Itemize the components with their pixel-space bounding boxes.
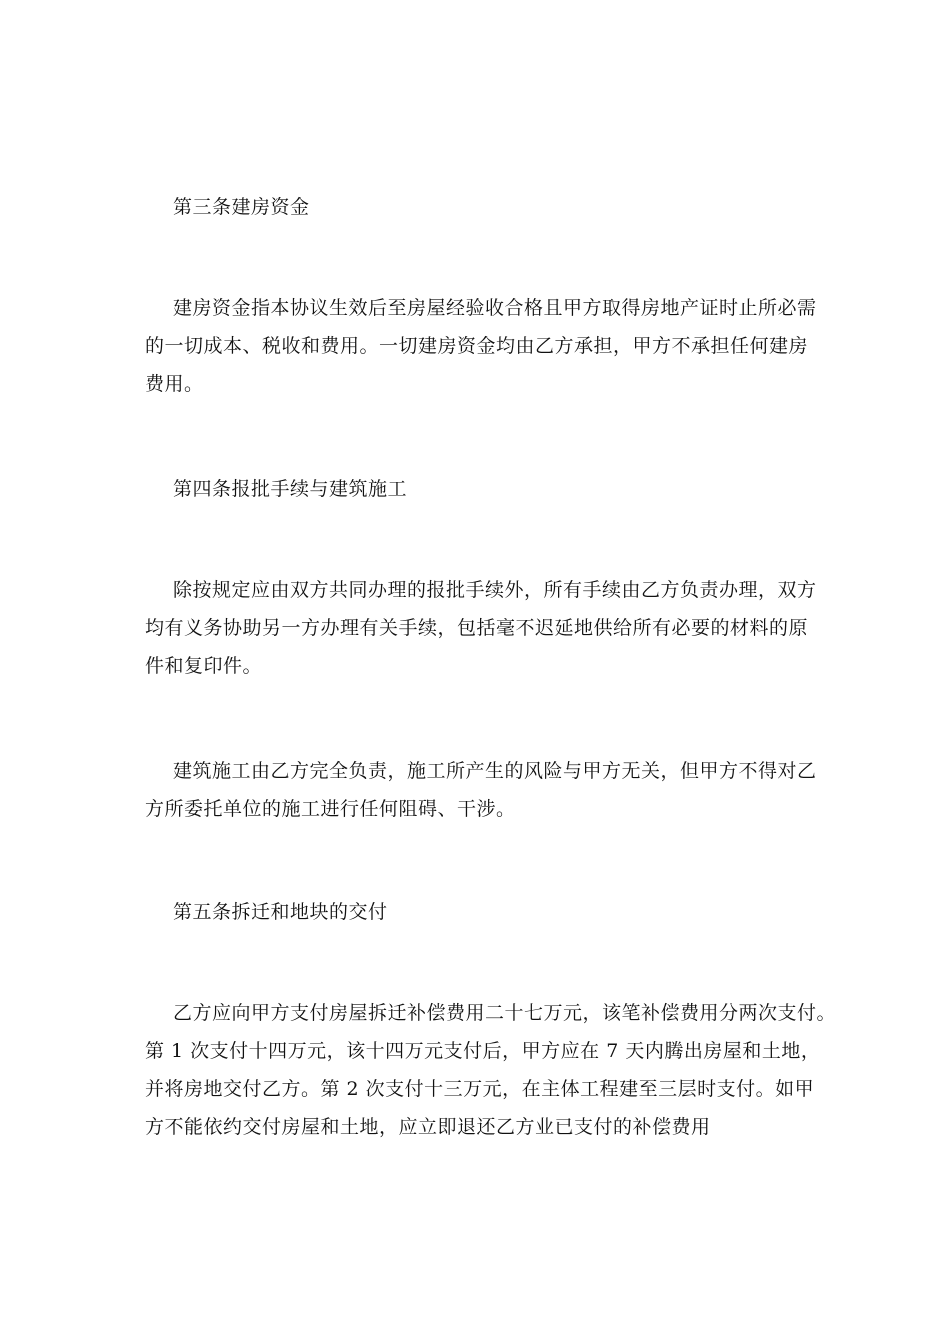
paragraph-line: 的一切成本、税收和费用。一切建房资金均由乙方承担，甲方不承担任何建房 — [145, 335, 809, 357]
paragraph-line: 第 1 次支付十四万元，该十四万元支付后，甲方应在 7 天内腾出房屋和土地， — [145, 1040, 821, 1062]
paragraph-line: 均有义务协助另一方办理有关手续，包括毫不迟延地供给所有必要的材料的原 — [145, 617, 809, 639]
paragraph-line: 费用。 — [145, 373, 204, 395]
paragraph-line: 并将房地交付乙方。第 2 次支付十三万元，在主体工程建至三层时支付。如甲 — [145, 1078, 815, 1100]
heading-text: 第四条报批手续与建筑施工 — [173, 478, 408, 500]
paragraph — [145, 571, 825, 685]
paragraph-line: 乙方应向甲方支付房屋拆迁补偿费用二十七万元，该笔补偿费用分两次支付。 — [173, 1002, 837, 1024]
paragraph-line: 建筑施工由乙方完全负责，施工所产生的风险与甲方无关，但甲方不得对乙 — [173, 760, 817, 782]
section-heading — [145, 188, 825, 226]
paragraph — [145, 994, 837, 1146]
section-heading — [145, 470, 825, 508]
heading-text: 第三条建房资金 — [173, 196, 310, 218]
paragraph-line: 方不能依约交付房屋和土地，应立即退还乙方业已支付的补偿费用 — [145, 1116, 711, 1138]
paragraph-line: 除按规定应由双方共同办理的报批手续外，所有手续由乙方负责办理，双方 — [173, 579, 817, 601]
section-heading — [145, 893, 825, 931]
paragraph-line: 方所委托单位的施工进行任何阻碍、干涉。 — [145, 798, 516, 820]
heading-text: 第五条拆迁和地块的交付 — [173, 901, 388, 923]
paragraph-line: 件和复印件。 — [145, 655, 263, 677]
paragraph — [145, 289, 825, 403]
paragraph-line: 建房资金指本协议生效后至房屋经验收合格且甲方取得房地产证时止所必需 — [173, 297, 817, 319]
paragraph — [145, 752, 825, 828]
